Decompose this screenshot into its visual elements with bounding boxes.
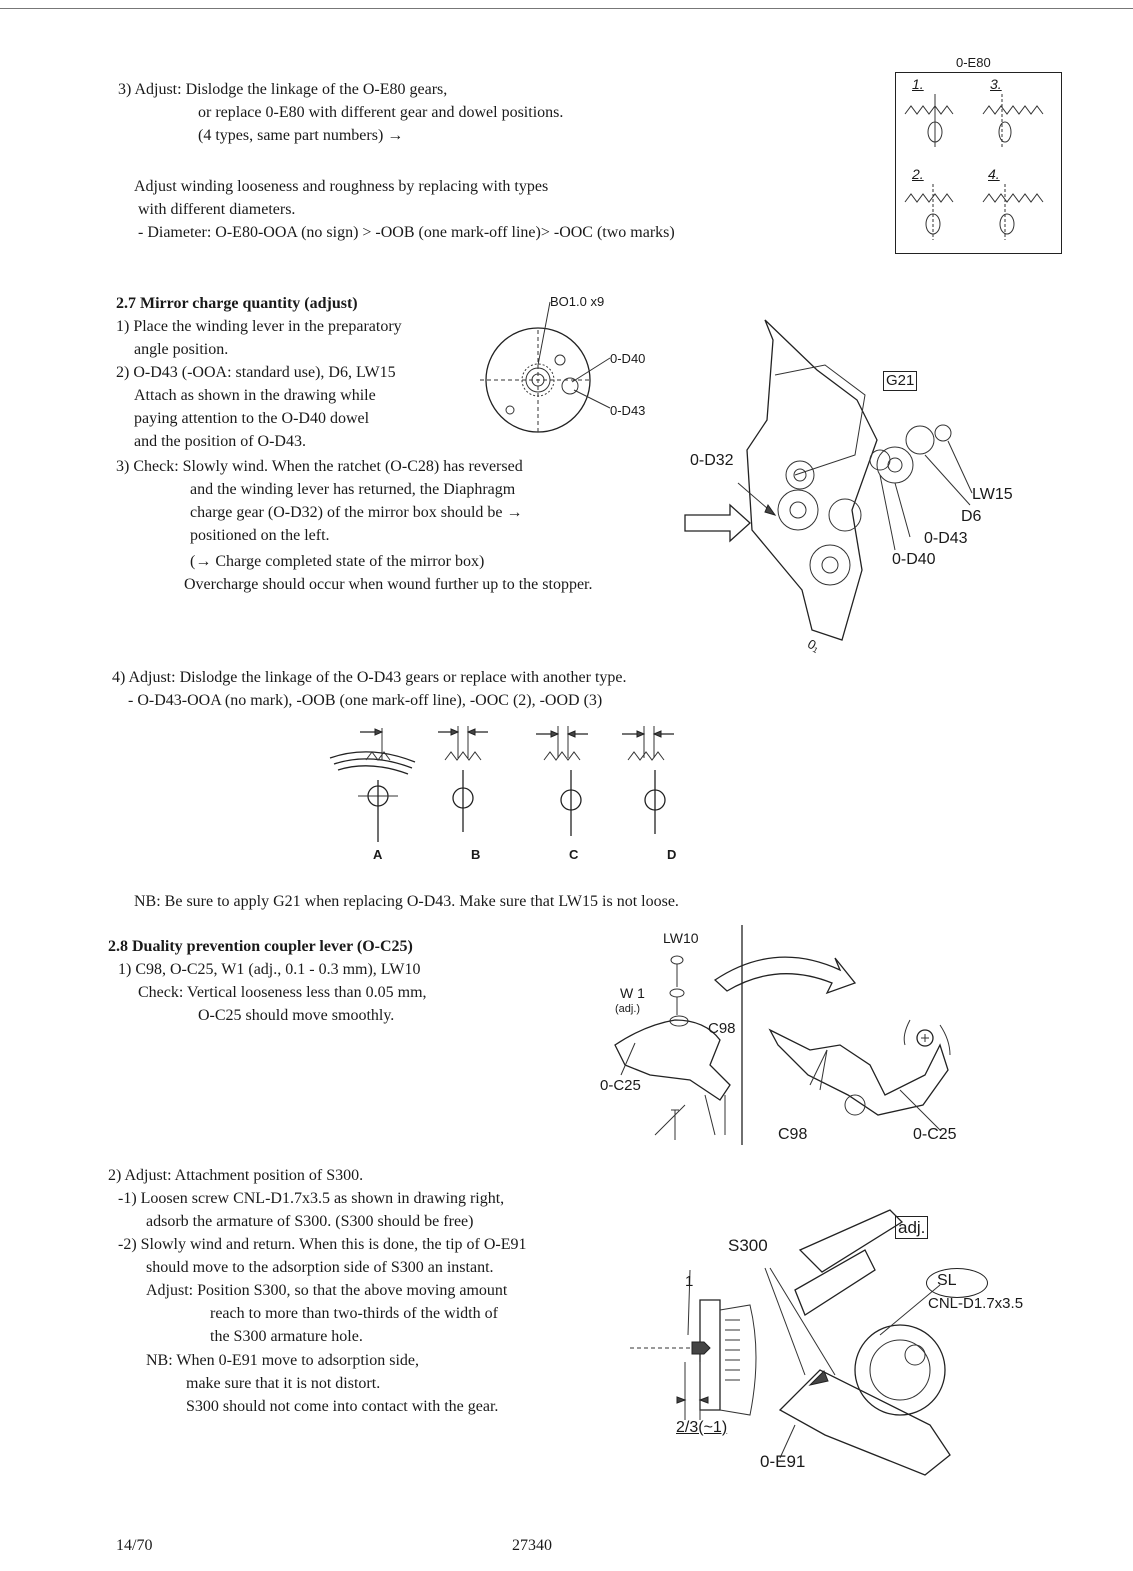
lw15-label: LW15 [972,486,1013,503]
mirror-box-drawing [680,315,1010,660]
s27-nb-note: NB: Be sure to apply G21 when replacing O-D43. Make sure that LW15 is not loose. [134,893,679,910]
s28-line-10: reach to more than two-thirds of the width of [210,1305,498,1322]
gear-type-b [438,726,488,832]
adj-box-label: adj. [895,1216,928,1239]
c98-label-left: C98 [708,1020,736,1037]
s27-line-13: 4) Adjust: Dislodge the linkage of the O-D43 gears or replace with another type. [112,669,627,686]
e80-type-2-label: 2. [912,166,924,182]
s27-line-12: Overcharge should occur when wound further up to the stopper. [184,576,593,593]
e80-figure-title: 0-E80 [956,55,991,70]
dimension-one-label: 1 [685,1273,694,1290]
mirror-d43-label: 0-D43 [924,530,968,547]
d43-label: 0-D43 [610,403,646,418]
s27-line-7: 3) Check: Slowly wind. When the ratchet (O-C28) has reversed [116,458,523,475]
s27-line-6: and the position of O-D43. [134,433,306,450]
sl-label: SL [937,1272,957,1289]
cnl-screw-label: CNL-D1.7x3.5 [928,1295,1024,1312]
s28-line-2: Check: Vertical looseness less than 0.05 mm, [138,984,427,1001]
s28-line-11: the S300 armature hole. [210,1328,363,1345]
e80-line-4: Adjust winding looseness and roughness by replacing with types [134,178,549,195]
e80-line-3: (4 types, same part numbers) → [198,127,404,144]
e80-type-1-label: 1. [912,76,924,92]
document-code: 27340 [512,1537,552,1554]
mirror-d40-label: 0-D40 [892,551,936,568]
s28-line-8: should move to the adsorption side of S300 an instant. [146,1259,494,1276]
section-2-8-heading: 2.8 Duality prevention coupler lever (O-C25) [108,938,413,955]
s28-line-7: -2) Slowly wind and return. When this is done, the tip of O-E91 [118,1236,527,1253]
page-number: 14/70 [116,1537,153,1554]
lw10-label: LW10 [663,930,699,946]
s28-line-13: make sure that it is not distort. [186,1375,381,1392]
gear-label-a: A [373,847,383,862]
w1-adj-label: (adj.) [615,1003,641,1015]
sl-ellipse [926,1268,988,1298]
s27-line-5: paying attention to the O-D40 dowel [134,410,370,427]
s27-line-8: and the winding lever has returned, the Diaphragm [190,481,516,498]
e80-line-5: with different diameters. [138,201,296,218]
s27-line-11: (→ Charge completed state of the mirror box) [190,553,485,570]
o1-label: 0₁ [805,636,823,655]
c25-label-right: 0-C25 [913,1126,957,1143]
g21-box-label: G21 [883,371,917,391]
s28-line-9: Adjust: Position S300, so that the above moving amount [146,1282,508,1299]
s28-line-1: 1) C98, O-C25, W1 (adj., 0.1 - 0.3 mm), LW10 [118,961,421,978]
c98-label-right: C98 [778,1126,808,1143]
s27-line-10: positioned on the left. [190,527,330,544]
s27-line-2: angle position. [134,341,229,358]
gear-label-b: B [471,847,481,862]
gear-type-d [622,726,674,834]
d6-label: D6 [961,508,982,525]
e80-gear-drawings [895,72,1060,252]
bo-label: BO1.0 x9 [550,294,605,309]
e91-label: 0-E91 [760,1452,806,1471]
d40-disc-drawing [480,310,620,450]
s27-line-4: Attach as shown in the drawing while [134,387,376,404]
e80-line-6: - Diameter: O-E80-OOA (no sign) > -OOB (one mark-off line)> -OOC (two marks) [138,224,675,241]
gear-type-c [536,726,588,836]
gear-label-c: C [569,847,579,862]
e80-type-4-label: 4. [988,166,1000,182]
d40-label: 0-D40 [610,351,646,366]
s28-line-12: NB: When 0-E91 move to adsorption side, [146,1352,419,1369]
d32-label: 0-D32 [690,452,734,469]
coupler-lever-drawing [595,925,975,1150]
e80-type-3-label: 3. [990,76,1002,92]
two-thirds-label: 2/3(~1) [676,1419,728,1436]
gear-label-d: D [667,847,677,862]
d43-gear-types-drawing [330,720,700,850]
section-2-7-heading: 2.7 Mirror charge quantity (adjust) [116,295,358,312]
s28-line-6: adsorb the armature of S300. (S300 should be free) [146,1213,474,1230]
top-rule [0,8,1133,9]
e80-line-1: 3) Adjust: Dislodge the linkage of the O-E80 gears, [118,81,448,98]
c25-label-left: 0-C25 [600,1077,641,1094]
e80-line-2: or replace 0-E80 with different gear and dowel positions. [198,104,564,121]
s28-line-3: O-C25 should move smoothly. [198,1007,395,1024]
s300-label: S300 [728,1236,768,1255]
s28-line-5: -1) Loosen screw CNL-D1.7x3.5 as shown in drawing right, [118,1190,505,1207]
s28-line-14: S300 should not come into contact with the gear. [186,1398,499,1415]
s27-line-1: 1) Place the winding lever in the preparatory [116,318,402,335]
gear-type-a [330,728,415,842]
s27-line-14: - O-D43-OOA (no mark), -OOB (one mark-off line), -OOC (2), -OOD (3) [128,692,603,709]
s27-line-3: 2) O-D43 (-OOA: standard use), D6, LW15 [116,364,396,381]
w1-label: W 1 [620,985,645,1001]
s28-line-4: 2) Adjust: Attachment position of S300. [108,1167,364,1184]
s27-line-9: charge gear (O-D32) of the mirror box should be → [190,504,523,521]
